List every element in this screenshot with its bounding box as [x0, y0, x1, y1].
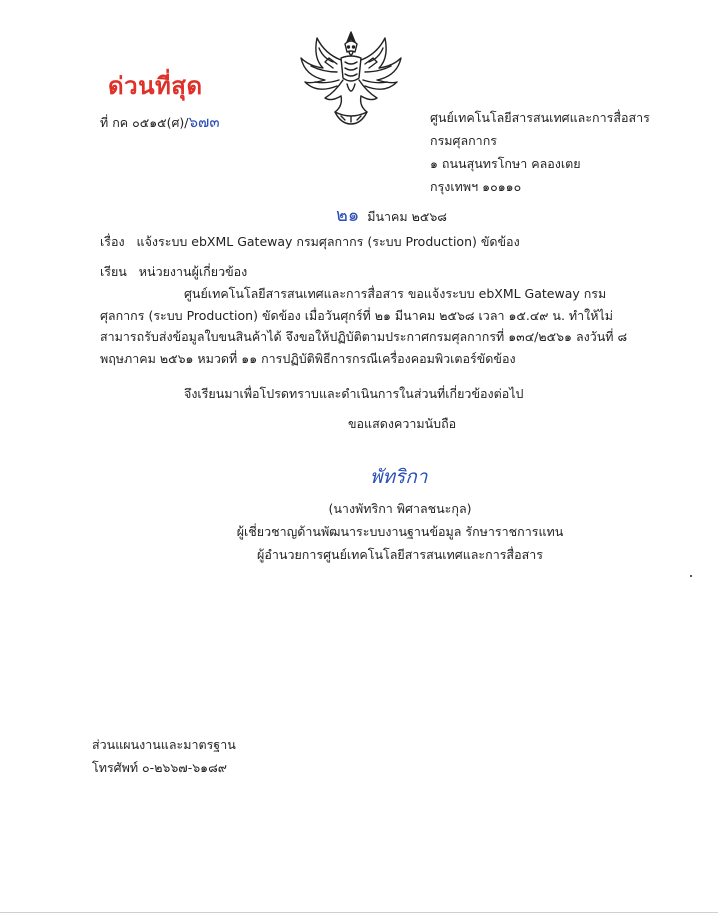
sender-address-line: ศูนย์เทคโนโลยีสารสนเทศและการสื่อสาร — [430, 110, 650, 125]
reference-handwritten-number: ๖๗๓ — [188, 113, 220, 131]
subject-label: เรื่อง — [100, 234, 125, 249]
subject-text: แจ้งระบบ ebXML Gateway กรมศุลกากร (ระบบ Production) ขัดข้อง — [136, 234, 520, 249]
recipient-label: เรียน — [100, 264, 127, 279]
date-handwritten-day: ๒๑ — [336, 205, 360, 226]
body-paragraph — [100, 283, 640, 369]
sender-address-line: กรมศุลกากร — [430, 133, 497, 148]
recipient-text: หน่วยงานผู้เกี่ยวข้อง — [138, 264, 248, 279]
footer-phone: โทรศัพท์ ๐-๒๖๖๗-๖๑๘๙ — [92, 760, 227, 775]
reference-prefix: ที่ กค ๐๕๑๕(ศ)/ — [100, 115, 189, 130]
regards-line: ขอแสดงความนับถือ — [348, 416, 457, 431]
letter-date — [336, 200, 447, 229]
signer-position-2: ผู้อำนวยการศูนย์เทคโนโลยีสารสนเทศและการสื่อสาร — [257, 547, 543, 562]
date-month-year: มีนาคม ๒๕๖๘ — [367, 209, 447, 224]
signer-block — [232, 497, 568, 566]
subject-line — [100, 232, 520, 252]
recipient-line — [100, 262, 247, 282]
handwritten-signature: พัทริกา — [370, 466, 428, 488]
signer-name: (นางพัทริกา พิศาลชนะกุล) — [328, 501, 472, 516]
footer-department: ส่วนแผนงานและมาตรฐาน — [92, 737, 236, 752]
closing-line: จึงเรียนมาเพื่อโปรดทราบและดำเนินการในส่วนที่เกี่ยวข้องต่อไป — [184, 386, 524, 401]
urgent-label: ด่วนที่สุด — [108, 72, 203, 100]
sender-address-line: ๑ ถนนสุนทรโกษา คลองเตย — [430, 156, 581, 171]
scan-speck — [690, 575, 692, 577]
sender-address-line: กรุงเทพฯ ๑๐๑๑๐ — [430, 179, 522, 194]
footer-block — [92, 733, 236, 779]
signer-position-1: ผู้เชี่ยวชาญด้านพัฒนาระบบงานฐานข้อมูล รักษาราชการแทน — [236, 524, 564, 539]
reference-number — [100, 110, 220, 134]
page-bottom-divider — [0, 912, 718, 913]
body-text: ศูนย์เทคโนโลยีสารสนเทศและการสื่อสาร ขอแจ้งระบบ ebXML Gateway กรมศุลกากร (ระบบ Production) ขัดข้อง เมื่อวันศุกร์ที่ ๒๑ มีนาคม ๒๕๖๘ เวลา ๑๕.๔๙ น. ทำให้ไม่สามารถรับส่งข้อมูลใบขนสินค้าได้ จึงขอให้ปฏิบัติตามประกาศกรมศุลกากรที่ ๑๓๔/๒๕๖๑ ลงวันที่ ๘ พฤษภาคม ๒๕๖๑ หมวดที่ ๑๑ การปฏิบัติพิธีการกรณีเครื่องคอมพิวเตอร์ขัดข้อง — [100, 286, 628, 366]
garuda-emblem-icon — [295, 28, 407, 126]
